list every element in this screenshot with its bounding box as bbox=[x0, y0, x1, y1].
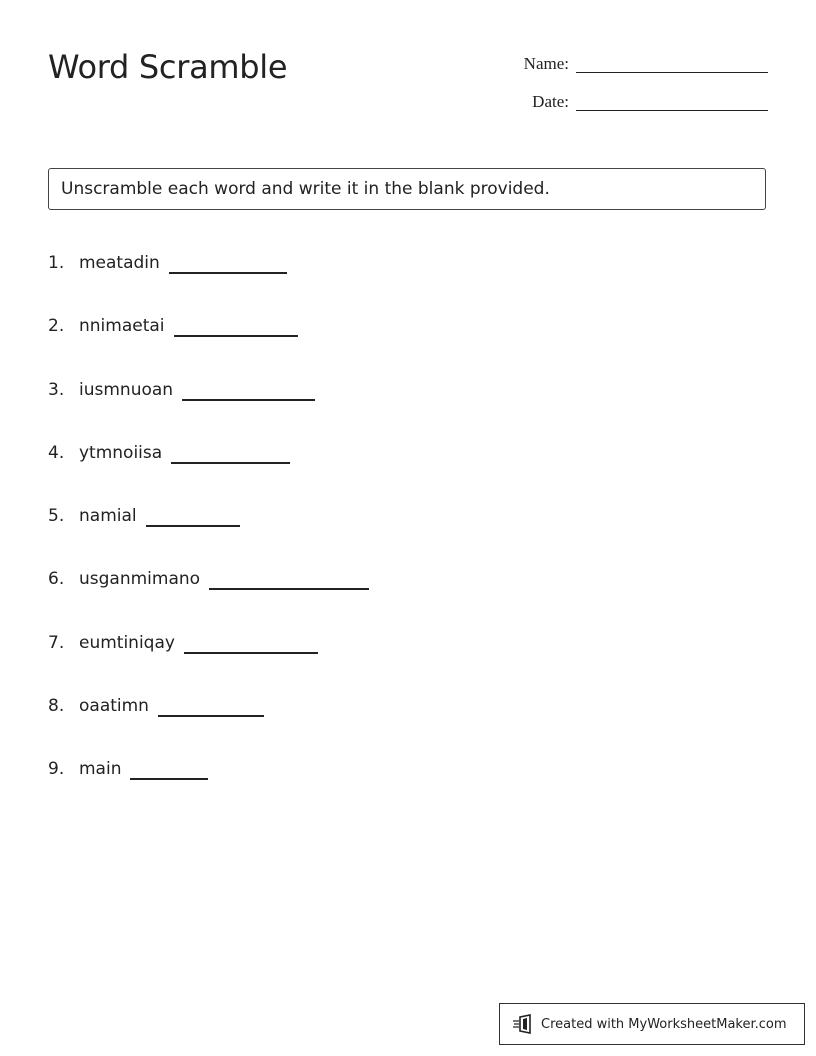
answer-blank-line bbox=[209, 588, 369, 590]
list-item bbox=[48, 694, 369, 757]
scrambled-word: namial bbox=[79, 506, 137, 527]
word-scramble-list bbox=[48, 251, 369, 821]
instructions-box bbox=[48, 168, 766, 210]
list-item bbox=[48, 504, 369, 567]
answer-blank-line bbox=[169, 272, 287, 274]
scrambled-word: meatadin bbox=[79, 253, 160, 273]
footer-credit-badge[interactable] bbox=[499, 1003, 805, 1045]
item-number: 9. bbox=[48, 759, 65, 780]
list-item bbox=[48, 567, 369, 630]
footer-credit-text: Created with MyWorksheetMaker.com bbox=[541, 1016, 787, 1032]
item-number: 3. bbox=[48, 379, 65, 400]
scrambled-word: nnimaetai bbox=[79, 316, 165, 337]
item-number: 8. bbox=[48, 696, 65, 717]
name-label: Name: bbox=[523, 54, 569, 73]
scrambled-word: oaatimn bbox=[79, 696, 149, 717]
scrambled-word: main bbox=[79, 759, 122, 780]
item-number: 2. bbox=[48, 316, 65, 337]
answer-blank-line bbox=[158, 715, 264, 717]
date-label: Date: bbox=[532, 92, 569, 111]
list-item bbox=[48, 441, 369, 504]
name-field-row bbox=[524, 54, 768, 74]
worksheet-maker-logo-icon bbox=[512, 1013, 534, 1035]
answer-blank-line bbox=[130, 778, 208, 780]
date-blank-line bbox=[576, 110, 768, 111]
item-number: 6. bbox=[48, 569, 65, 590]
answer-blank-line bbox=[182, 399, 315, 401]
list-item bbox=[48, 631, 369, 694]
item-number: 1. bbox=[48, 253, 65, 273]
list-item bbox=[48, 314, 369, 377]
date-field-row bbox=[532, 92, 768, 112]
answer-blank-line bbox=[184, 652, 318, 654]
item-number: 7. bbox=[48, 632, 65, 653]
page-title: Word Scramble bbox=[48, 48, 288, 86]
name-blank-line bbox=[576, 72, 768, 73]
scrambled-word: ytmnoiisa bbox=[79, 442, 163, 463]
scrambled-word: usganmimano bbox=[79, 569, 201, 590]
instructions-text: Unscramble each word and write it in the blank provided. bbox=[61, 179, 550, 199]
list-item bbox=[48, 251, 369, 314]
item-number: 5. bbox=[48, 506, 65, 527]
answer-blank-line bbox=[171, 462, 290, 464]
item-number: 4. bbox=[48, 442, 65, 463]
scrambled-word: iusmnuoan bbox=[79, 379, 174, 400]
answer-blank-line bbox=[174, 335, 298, 337]
answer-blank-line bbox=[146, 525, 240, 527]
scrambled-word: eumtiniqay bbox=[79, 632, 175, 653]
list-item bbox=[48, 757, 369, 820]
list-item bbox=[48, 378, 369, 441]
